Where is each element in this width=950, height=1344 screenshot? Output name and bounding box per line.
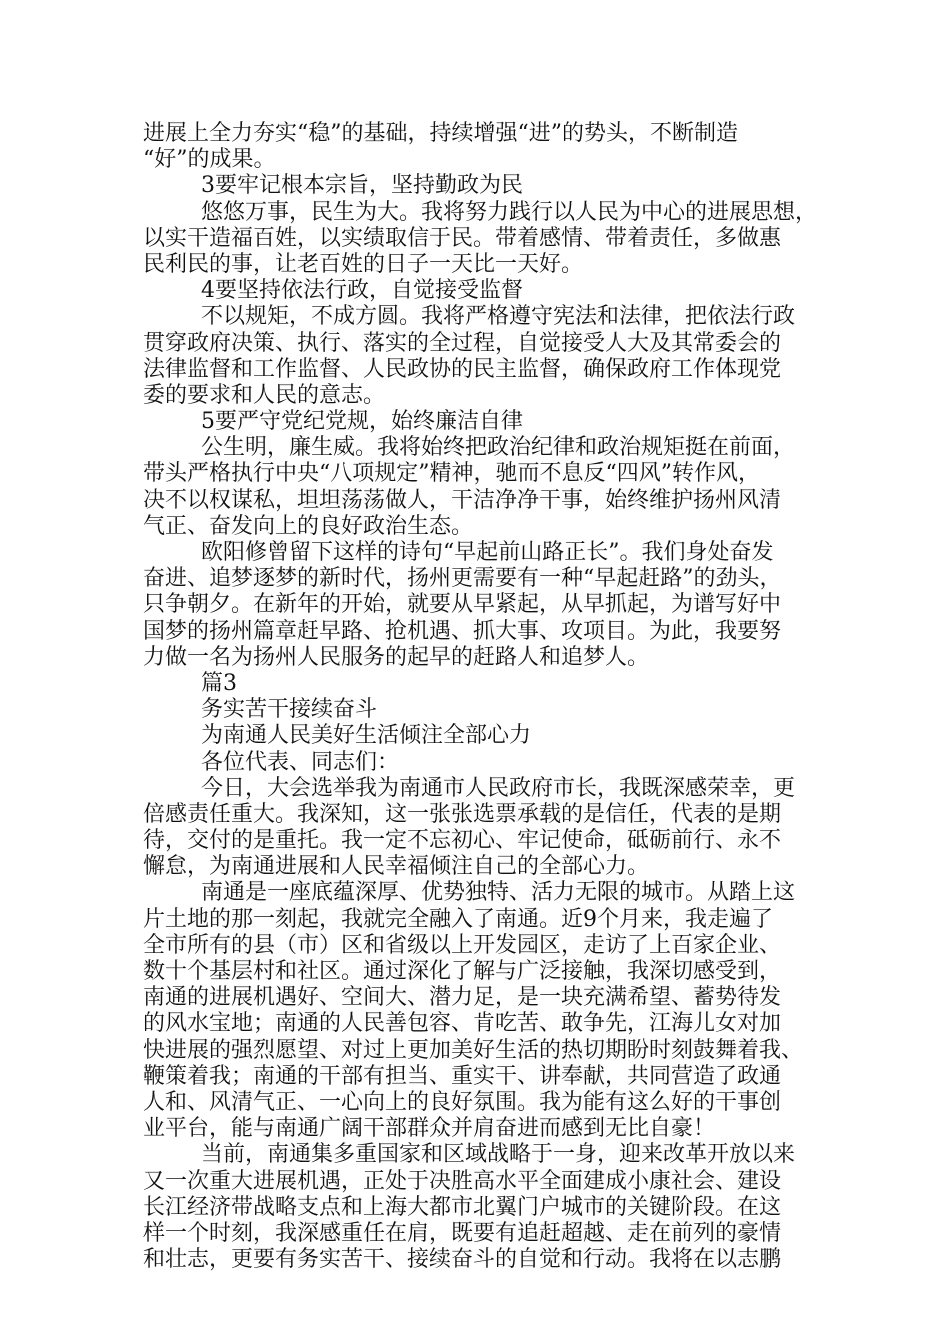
text-line: 当前，南通集多重国家和区域战略于一身，迎来改革开放以来 <box>201 1142 796 1168</box>
text-line: 全市所有的县（市）区和省级以上开发园区，走访了上百家企业、 <box>143 932 782 958</box>
text-line: “好”的成果。 <box>143 147 276 173</box>
text-line: 片土地的那一刻起，我就完全融入了南通。近9个月来，我走遍了 <box>143 906 773 932</box>
text-line: 以实干造福百姓，以实绩取信于民。带着感情、带着责任，多做惠 <box>143 225 782 251</box>
text-line: 的风水宝地；南通的人民善包容、肯吃苦、敢争先，江海儿女对加 <box>143 1011 782 1037</box>
text-line: 民利民的事，让老百姓的日子一天比一天好。 <box>143 251 584 277</box>
text-line: 气正、奋发向上的良好政治生态。 <box>143 513 474 539</box>
text-line: 5要严守党纪党规，始终廉洁自律 <box>201 409 523 435</box>
text-line: 和壮志，更要有务实苦干、接续奋斗的自觉和行动。我将在以志鹏 <box>143 1247 782 1273</box>
text-line: 4要坚持依法行政，自觉接受监督 <box>201 278 523 304</box>
text-line: 悠悠万事，民生为大。我将努力践行以人民为中心的进展思想， <box>201 199 818 225</box>
text-line: 为南通人民美好生活倾注全部心力 <box>201 723 532 749</box>
text-line: 3要牢记根本宗旨，坚持勤政为民 <box>201 173 523 199</box>
text-line: 欧阳修曾留下这样的诗句“早起前山路正长”。我们身处奋发 <box>201 540 774 565</box>
text-line: 懈怠，为南通进展和人民幸福倾注自己的全部心力。 <box>143 854 650 880</box>
text-line: 带头严格执行中央“八项规定”精神，驰而不息反“四风”转作风， <box>143 461 760 487</box>
text-line: 公生明，廉生威。我将始终把政治纪律和政治规矩挺在前面， <box>201 435 796 461</box>
text-line: 法律监督和工作监督、人民政协的民主监督，确保政府工作体现党 <box>143 356 782 382</box>
document-page <box>143 121 843 1273</box>
text-line: 篇3 <box>201 670 237 696</box>
text-line: 又一次重大进展机遇，正处于决胜高水平全面建成小康社会、建设 <box>143 1168 782 1194</box>
text-line: 鞭策着我；南通的干部有担当、重实干、讲奉献，共同营造了政通 <box>143 1063 782 1089</box>
text-line: 务实苦干接续奋斗 <box>201 697 378 723</box>
text-line: 今日，大会选举我为南通市人民政府市长，我既深感荣幸，更 <box>201 775 796 801</box>
text-line: 长江经济带战略支点和上海大都市北翼门户城市的关键阶段。在这 <box>143 1194 782 1220</box>
text-line: 业平台，能与南通广阔干部群众并肩奋进而感到无比自豪！ <box>143 1116 716 1142</box>
text-line: 南通的进展机遇好、空间大、潜力足，是一块充满希望、蓄势待发 <box>143 985 782 1011</box>
text-line: 委的要求和人民的意志。 <box>143 382 386 408</box>
text-line: 力做一名为扬州人民服务的起早的赶路人和追梦人。 <box>143 644 650 670</box>
text-line: 各位代表、同志们： <box>201 749 400 775</box>
text-line: 决不以权谋私，坦坦荡荡做人，干洁净净干事，始终维护扬州风清 <box>143 487 782 513</box>
text-line: 待，交付的是重托。我一定不忘初心、牢记使命，砥砺前行、永不 <box>143 828 782 854</box>
text-line: 数十个基层村和社区。通过深化了解与广泛接触，我深切感受到， <box>143 959 782 984</box>
text-line: 贯穿政府决策、执行、落实的全过程，自觉接受人大及其常委会的 <box>143 330 782 356</box>
text-line: 进展上全力夯实“稳”的基础，持续增强“进”的势头，不断制造 <box>143 121 738 146</box>
text-line: 人和、风清气正、一心向上的良好氛围。我为能有这么好的干事创 <box>143 1089 782 1115</box>
text-line: 奋进、追梦逐梦的新时代，扬州更需要有一种“早起赶路”的劲头， <box>143 566 782 592</box>
text-line: 样一个时刻，我深感重任在肩，既要有追赶超越、走在前列的豪情 <box>143 1220 782 1246</box>
text-line: 南通是一座底蕴深厚、优势独特、活力无限的城市。从踏上这 <box>201 880 796 906</box>
text-line: 只争朝夕。在新年的开始，就要从早紧起，从早抓起，为谱写好中 <box>143 592 782 618</box>
text-line: 国梦的扬州篇章赶早路、抢机遇、抓大事、攻项目。为此，我要努 <box>143 618 782 644</box>
text-line: 不以规矩，不成方圆。我将严格遵守宪法和法律，把依法行政 <box>201 304 796 330</box>
text-line: 快进展的强烈愿望、对过上更加美好生活的热切期盼时刻鼓舞着我、 <box>143 1037 804 1063</box>
text-line: 倍感责任重大。我深知，这一张张选票承载的是信任，代表的是期 <box>143 801 782 827</box>
